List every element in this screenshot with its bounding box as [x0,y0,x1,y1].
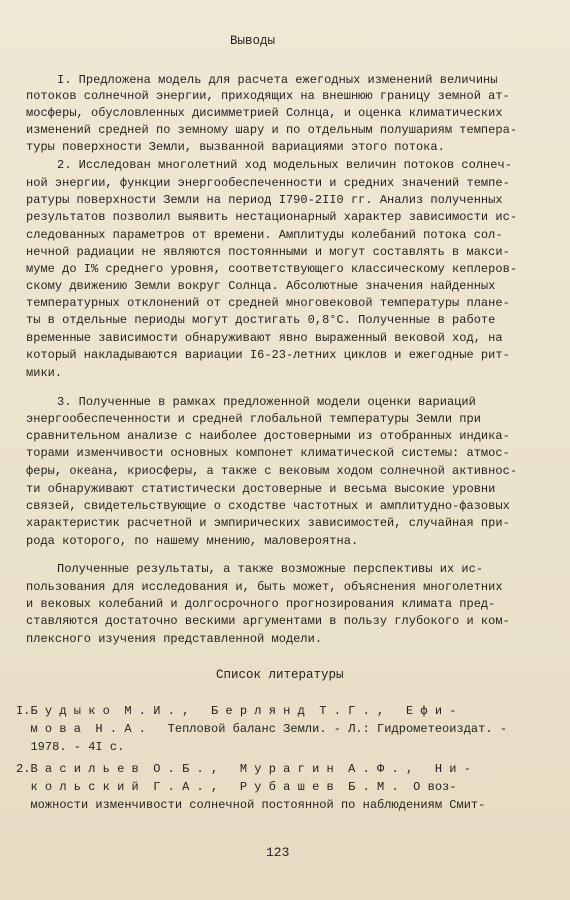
text-line: изменений средней по земному шару и по отдельным полушариям темпера- [26,123,518,137]
reference-line: 1978. - 4I с. [16,740,125,754]
text-line: скому движению Земли вокруг Солнца. Абсолютные значения найденных [26,279,496,293]
text-line: рода которого, по нашему мнению, маловероятна. [26,534,359,548]
text-line: нечной радиации не являются постоянными и могут составлять в макси- [26,245,510,259]
text-line: энергообеспеченности и средней глобальной температуры Земли при [26,412,481,426]
text-line: муме до I% среднего уровня, соответствующего классическому кеплеров- [26,262,518,276]
text-line: феры, океана, криосферы, а также с вековым ходом солнечной активнос- [26,464,518,478]
text-line: пользования для исследования и, быть может, объяснения многолетних [26,580,503,594]
page-number: 123 [266,845,290,860]
text-line: и вековых колебаний и долгосрочного прогнозирования климата пред- [26,597,496,611]
text-line: ты в отдельные периоды могут достигать 0,8°С. Полученные в работе [26,313,496,327]
reference-line: к о л ь с к и й Г . А . , Р у б а ш е в Б . М . О воз- [16,780,457,794]
text-line: мосферы, обусловленных дисимметрией Солнца, и оценка климатических [26,106,503,120]
text-line: мики. [26,366,63,380]
reference-line: I.Б у д ы к о М . И . , Б е р л я н д Т . Г . , Е ф и - [16,704,457,718]
text-line: ной энергии, функции энергообеспеченности и средних значений темпе- [26,176,510,190]
page-title: Выводы [230,34,276,48]
text-line: связей, свидетельствующие о сходстве частотных и амплитудно-фазовых [26,499,510,513]
text-line: плексного изучения представленной модели. [26,632,323,646]
text-line: туры поверхности Земли, вызванной вариациями этого потока. [26,140,445,154]
text-line: следованных параметров от времени. Амплитуды колебаний потока сол- [26,228,503,242]
text-line: ратуры поверхности Земли на период I790-2II0 гг. Анализ полученных [26,193,503,207]
text-line: временные зависимости обнаруживают явно выраженный вековой ход, на [26,331,503,345]
text-line: сравнительном анализе с наиболее достоверными из отобранных индика- [26,429,510,443]
text-line: ставляются достаточно вескими аргументами в пользу глубокого и ком- [26,614,510,628]
text-line: торами изменчивости основных компонет климатической системы: атмос- [26,446,510,460]
text-line: I. Предложена модель для расчета ежегодных изменений величины [57,73,498,87]
references-title: Список литературы [216,668,344,682]
text-line: температурных отклонений от средней многовековой температуры плане- [26,296,510,310]
text-line: результатов позволил выявить нестационарный характер зависимости ис- [26,210,518,224]
reference-line: можности изменчивости солнечной постоянной по наблюдениям Смит- [16,798,486,812]
text-line: 3. Полученные в рамках предложенной модели оценки вариаций [57,395,476,409]
text-line: потоков солнечной энергии, приходящих на внешнюю границу земной ат- [26,89,510,103]
text-line: который накладываются вариации I6-23-летних циклов и ежегодные рит- [26,348,510,362]
text-line: ти обнаруживают статистически достоверные и весьма высокие уровни [26,482,496,496]
text-line: характеристик расчетной и эмпирических зависимостей, случайная при- [26,516,510,530]
text-line: 2. Исследован многолетний ход модельных величин потоков солнеч- [57,158,512,172]
reference-line: м о в а Н . А . Тепловой баланс Земли. - Л.: Гидрометеоиздат. - [16,722,508,736]
text-line: Полученные результаты, а также возможные перспективы их ис- [57,562,484,576]
reference-line: 2.В а с и л ь е в О . Б . , М у р а г и н А . Ф . , Н и - [16,762,471,776]
